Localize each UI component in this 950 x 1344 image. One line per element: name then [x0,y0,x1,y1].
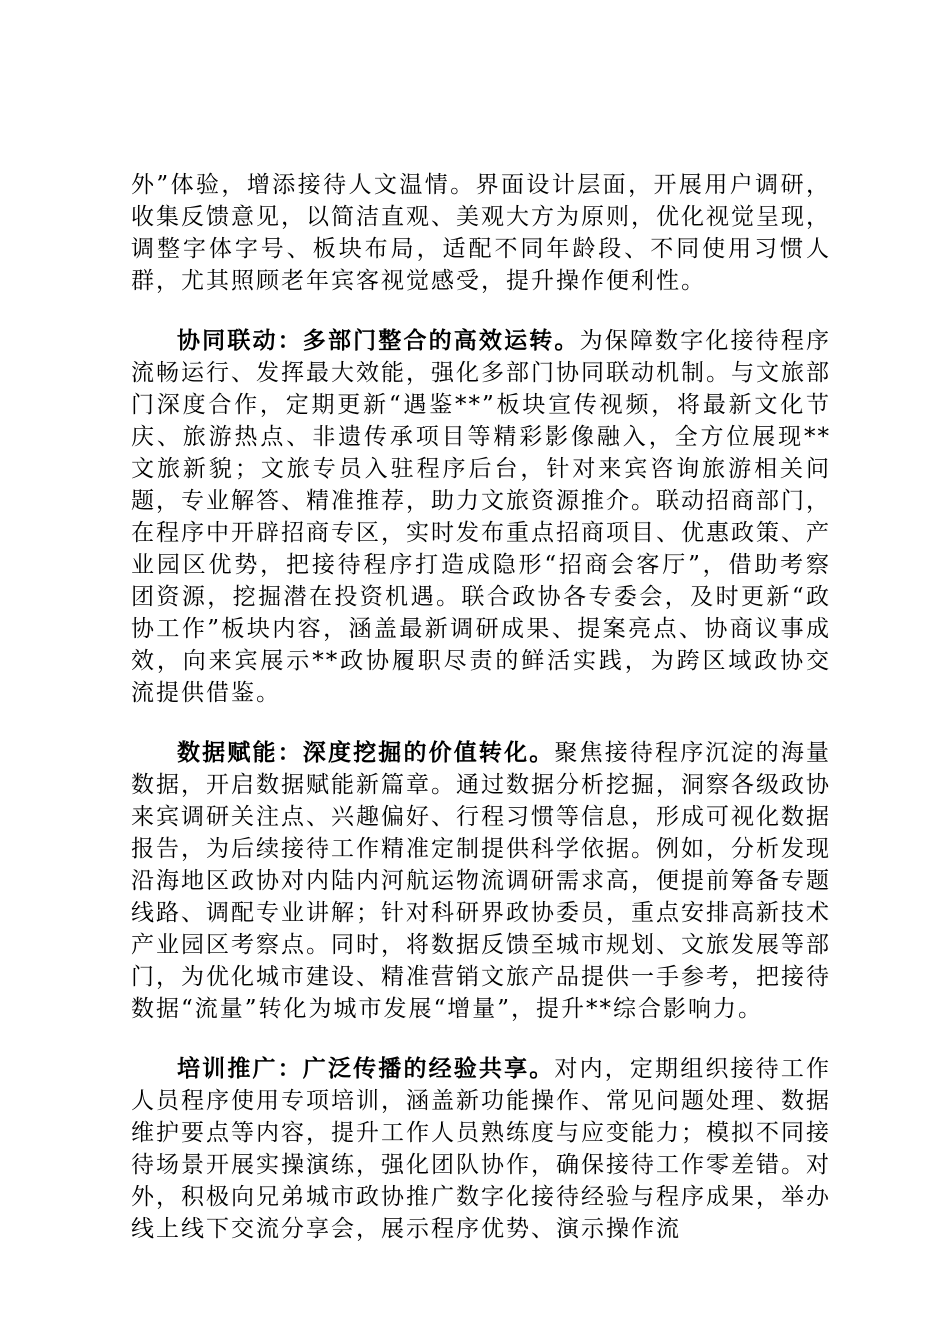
paragraph-heading: 协同联动：多部门整合的高效运转。 [177,328,580,354]
paragraph-body: 为保障数字化接待程序流畅运行、发挥最大效能，强化多部门协同联动机制。与文旅部门深度合作，定期更新“遇鉴**”板块宣传视频，将最新文化节庆、旅游热点、非遗传承项目等精彩影像融入，全方位展现**文旅新貌；文旅专员入驻程序后台，针对来宾咨询旅游相关问题，专业解答、精准推荐，助力文旅资源推介。联动招商部门，在程序中开辟招商专区，实时发布重点招商项目、优惠政策、产业园区优势，把接待程序打造成隐形“招商会客厅”，借助考察团资源，挖掘潜在投资机遇。联合政协各专委会，及时更新“政协工作”板块内容，涵盖最新调研成果、提案亮点、协商议事成效，向来宾展示**政协履职尽责的鲜活实践，为跨区域政协交流提供借鉴。 [131,328,832,706]
paragraph-body: 对内，定期组织接待工作人员程序使用专项培训，涵盖新功能操作、常见问题处理、数据维护要点等内容，提升工作人员熟练度与应变能力；模拟不同接待场景开展实操演练，强化团队协作，确保接待工作零差错。对外，积极向兄弟城市政协推广数字化接待经验与程序成果，举办线上线下交流分享会，展示程序优势、演示操作流 [131,1056,832,1242]
paragraph-collaboration [131,325,831,709]
paragraph-training-promotion [131,1053,831,1245]
document-page [131,169,831,1245]
paragraph-data-empowerment [131,737,831,1025]
paragraph-heading: 数据赋能：深度挖掘的价值转化。 [177,740,555,766]
paragraph-continuation [131,169,831,297]
paragraph-heading: 培训推广：广泛传播的经验共享。 [177,1056,555,1082]
paragraph-body: 聚焦接待程序沉淀的海量数据，开启数据赋能新篇章。通过数据分析挖掘，洞察各级政协来宾调研关注点、兴趣偏好、行程习惯等信息，形成可视化数据报告，为后续接待工作精准定制提供科学依据。例如，分析发现沿海地区政协对内陆内河航运物流调研需求高，便提前筹备专题线路、调配专业讲解；针对科研界政协委员，重点安排高新技术产业园区考察点。同时，将数据反馈至城市规划、文旅发展等部门，为优化城市建设、精准营销文旅产品提供一手参考，把接待数据“流量”转化为城市发展“增量”，提升**综合影响力。 [131,740,832,1022]
paragraph-body: 外”体验，增添接待人文温情。界面设计层面，开展用户调研，收集反馈意见，以简洁直观、美观大方为原则，优化视觉呈现，调整字体字号、板块布局，适配不同年龄段、不同使用习惯人群，尤其照顾老年宾客视觉感受，提升操作便利性。 [131,172,831,294]
